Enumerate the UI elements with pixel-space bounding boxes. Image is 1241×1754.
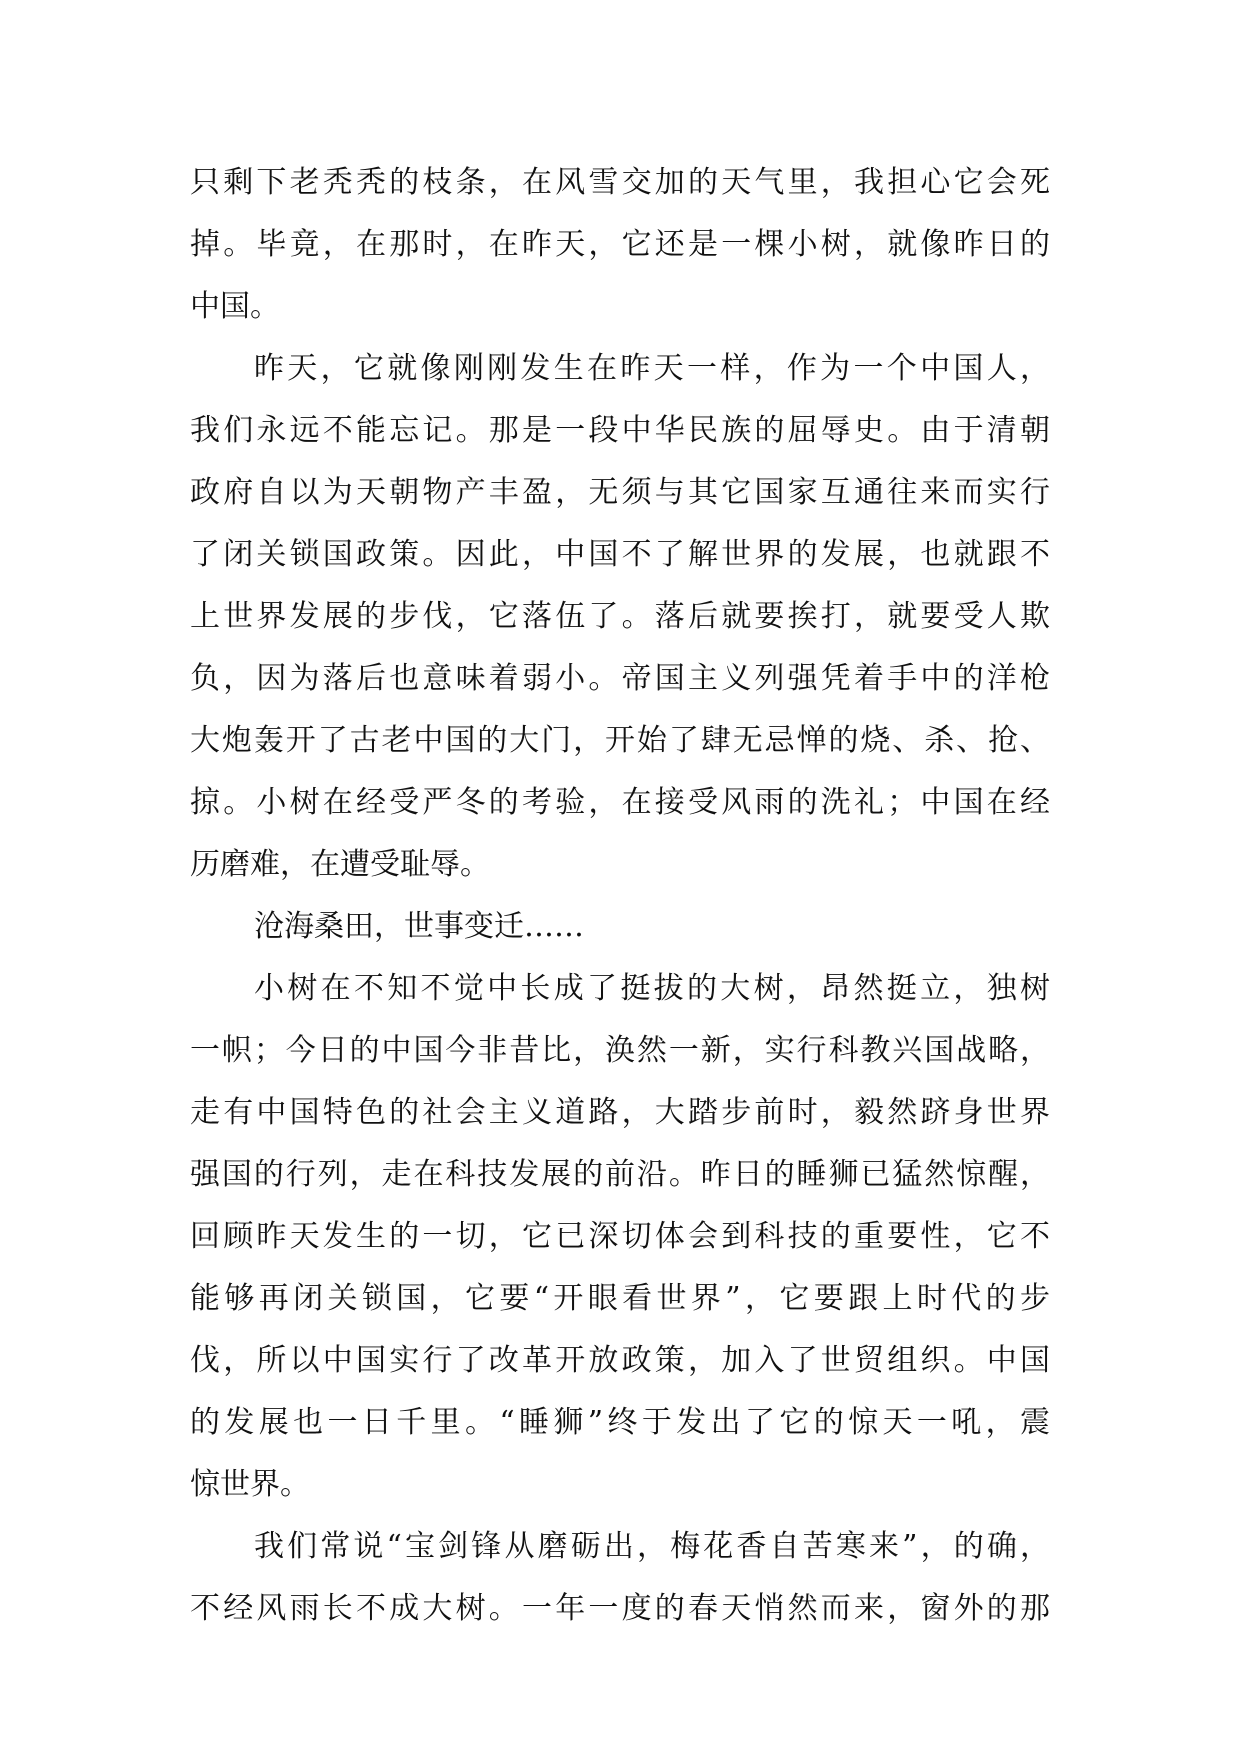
text-line: 一帜；今日的中国今非昔比，涣然一新，实行科教兴国战略， bbox=[190, 1033, 1050, 1068]
text-line: 大炮轰开了古老中国的大门，开始了肆无忌惮的烧、杀、抢、 bbox=[190, 723, 1050, 758]
text-line: 中国。 bbox=[190, 289, 280, 324]
text-line: 走有中国特色的社会主义道路，大踏步前时，毅然跻身世界 bbox=[190, 1095, 1050, 1130]
text-line: 我们常说“宝剑锋从磨砺出，梅花香自苦寒来”，的确， bbox=[254, 1529, 1050, 1564]
text-line: 上世界发展的步伐，它落伍了。落后就要挨打，就要受人欺 bbox=[190, 599, 1050, 634]
text-line: 历磨难，在遭受耻辱。 bbox=[190, 847, 490, 882]
text-line: 我们永远不能忘记。那是一段中华民族的屈辱史。由于清朝 bbox=[190, 413, 1050, 448]
text-line: 沧海桑田，世事变迁…… bbox=[254, 909, 584, 944]
text-line: 掠。小树在经受严冬的考验，在接受风雨的洗礼；中国在经 bbox=[190, 785, 1050, 820]
text-line: 只剩下老秃秃的枝条，在风雪交加的天气里，我担心它会死 bbox=[190, 165, 1050, 200]
text-line: 小树在不知不觉中长成了挺拔的大树，昂然挺立，独树 bbox=[254, 971, 1050, 1006]
text-line: 昨天，它就像刚刚发生在昨天一样，作为一个中国人， bbox=[254, 351, 1050, 386]
text-line: 惊世界。 bbox=[190, 1467, 310, 1502]
text-line: 回顾昨天发生的一切，它已深切体会到科技的重要性，它不 bbox=[190, 1219, 1050, 1254]
text-line: 不经风雨长不成大树。一年一度的春天悄然而来，窗外的那 bbox=[190, 1591, 1050, 1626]
text-line: 负，因为落后也意味着弱小。帝国主义列强凭着手中的洋枪 bbox=[190, 661, 1050, 696]
text-line: 能够再闭关锁国，它要“开眼看世界”，它要跟上时代的步 bbox=[190, 1281, 1050, 1316]
text-line: 伐，所以中国实行了改革开放政策，加入了世贸组织。中国 bbox=[190, 1343, 1050, 1378]
text-line: 掉。毕竟，在那时，在昨天，它还是一棵小树，就像昨日的 bbox=[190, 227, 1050, 262]
text-line: 了闭关锁国政策。因此，中国不了解世界的发展，也就跟不 bbox=[190, 537, 1050, 572]
text-line: 政府自以为天朝物产丰盈，无须与其它国家互通往来而实行 bbox=[190, 475, 1050, 510]
text-line: 的发展也一日千里。“睡狮”终于发出了它的惊天一吼，震 bbox=[190, 1405, 1050, 1440]
document-body bbox=[190, 152, 1050, 1640]
text-line: 强国的行列，走在科技发展的前沿。昨日的睡狮已猛然惊醒， bbox=[190, 1157, 1050, 1192]
